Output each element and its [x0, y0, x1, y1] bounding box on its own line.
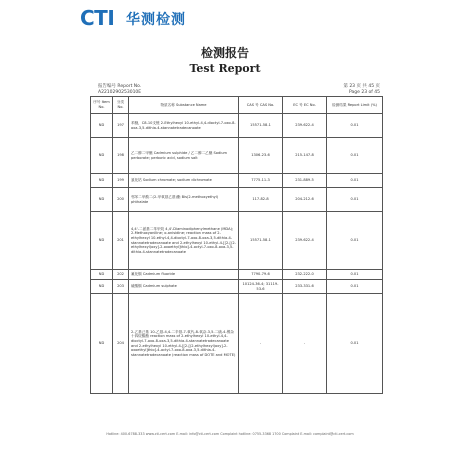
- cell-no: 198: [113, 138, 129, 174]
- header-item: 序号 Item No.: [91, 97, 113, 114]
- cell-no: 199: [113, 174, 129, 188]
- cell-substance: 2-乙基己基 10-乙基-4,4-二辛基-7-氧代-8-氧杂-3,5-二硫-4-锡杂十四烷酸酯 reaction mass of 2-ethylhexyl 10-ethyl-4,4-dioctyl-7-oxo-8-oxa-3,5-dithia-4-stannatetradecanoate and 2-ethylhexyl 10-ethyl-4-[[2-[(2-ethylhexyl)oxy]-2-oxoethyl]thio]-4-octyl-7-oxo-8-oxa-3,5-dithia-4-stannatetradecanoate (reaction mass of DOTE and MOTE): [129, 294, 239, 394]
- cell-cas: 117-82-8: [239, 188, 283, 212]
- cell-no: 200: [113, 188, 129, 212]
- header-limit: 检测结果 Report Limit (%): [327, 97, 383, 114]
- table-row: [91, 138, 383, 174]
- cell-limit: 0.01: [327, 280, 383, 294]
- cell-cas: 1306-23-6: [239, 138, 283, 174]
- cell-limit: 0.01: [327, 174, 383, 188]
- header-substance: 物质名称 Substance Name: [129, 97, 239, 114]
- cell-cas: 7775-11-3: [239, 174, 283, 188]
- cell-item: ND: [91, 188, 113, 212]
- cell-ec: 215-147-8: [283, 138, 327, 174]
- report-no-label: 报告编号 Report No.: [98, 84, 142, 89]
- cell-substance: 4,4'-二氨基二苯甲烷 4,4'-Diaminodiphenylmethane (MDA); 2-Methoxyaniline; o-anisidine; reaction mass of 2-ethylhexyl 10-ethyl-4,4-dioctyl-7-oxo-8-oxa-3,5-dithia-4-stannatetradecanoate and 2-ethylhexyl 10-ethyl-4-[[2-[(2-ethylhexyl)oxy]-2-oxoethyl]thio]-4-octyl-7-oxo-8-oxa-3,5-dithia-4-stannatetradecanoate: [129, 212, 239, 270]
- cell-limit: 0.01: [327, 212, 383, 270]
- cell-no: 204: [113, 294, 129, 394]
- cell-no: 197: [113, 114, 129, 138]
- cell-item: ND: [91, 280, 113, 294]
- cell-substance: 氟化镉 Cadmium fluoride: [129, 270, 239, 280]
- cell-item: ND: [91, 114, 113, 138]
- table-row: [91, 212, 383, 270]
- page-label-en: Page 23 of 45: [349, 90, 380, 95]
- cell-ec: 204-212-6: [283, 188, 327, 212]
- page-label-cn: 第 23 页 共 45 页: [343, 84, 380, 89]
- logo-cn-text: 华测检测: [126, 12, 186, 28]
- header-no: 分类 No.: [113, 97, 129, 114]
- cell-limit: 0.01: [327, 138, 383, 174]
- cell-ec: 232-222-0: [283, 270, 327, 280]
- cell-limit: 0.01: [327, 188, 383, 212]
- header-cas: CAS 号 CAS No.: [239, 97, 283, 114]
- cell-substance: 邻苯二甲酸二(2-甲氧基乙基)酯 Bis(2-methoxyethyl) phthalate: [129, 188, 239, 212]
- cell-substance: 乙二醇二甲醚 Cadmium sulphide / 乙二醇二乙醚 Sodium perborate; perboric acid, sodium salt: [129, 138, 239, 174]
- cell-cas: 7790-79-6: [239, 270, 283, 280]
- cell-ec: 239-622-4: [283, 114, 327, 138]
- cell-no: 201: [113, 212, 129, 270]
- table-row: [91, 114, 383, 138]
- cell-no: 203: [113, 280, 129, 294]
- cell-ec: 233-331-6: [283, 280, 327, 294]
- report-number-block: [98, 84, 141, 96]
- table-row: [91, 280, 383, 294]
- page-footer: Hotline: 400-6788-333 www.cti-cert.com E-mail: info@cti-cert.com Complaint hotline: 0755-3368 1700 Complaint E-mail: complaint@cti-cert.com: [106, 432, 354, 436]
- table-row: [91, 174, 383, 188]
- cell-item: ND: [91, 212, 113, 270]
- table-row: [91, 188, 383, 212]
- cell-ec: 239-622-4: [283, 212, 327, 270]
- cell-item: ND: [91, 270, 113, 280]
- cell-limit: 0.01: [327, 114, 383, 138]
- cell-cas: 15571-58-1: [239, 212, 283, 270]
- cell-no: 202: [113, 270, 129, 280]
- cell-limit: 0.01: [327, 270, 383, 280]
- cell-substance: 氯化钴 Sodium chromate; sodium dichromate: [129, 174, 239, 188]
- table-header-row: [91, 97, 383, 114]
- cell-item: ND: [91, 138, 113, 174]
- page-info-block: [300, 84, 380, 96]
- cell-ec: 231-889-5: [283, 174, 327, 188]
- cell-substance: 苯醚，C8-10支链 2-Ethylhexyl 10-ethyl-4,4-dioctyl-7-oxo-8-oxa-3,5-dithia-4-stannatetradecanoate: [129, 114, 239, 138]
- cell-cas: -: [239, 294, 283, 394]
- table-row: [91, 270, 383, 280]
- cell-limit: 0.01: [327, 294, 383, 394]
- report-title-cn: 检测报告: [200, 46, 249, 60]
- table-row: [91, 294, 383, 394]
- logo-text: CTI: [80, 6, 115, 30]
- report-title-en: Test Report: [189, 62, 261, 75]
- results-table: [90, 96, 383, 394]
- cti-logo: [80, 6, 186, 30]
- header-ec: EC 号 EC No.: [283, 97, 327, 114]
- report-no-value: A2210290253010E: [98, 90, 142, 95]
- cell-substance: 硫酸镉 Cadmium sulphate: [129, 280, 239, 294]
- cell-cas: 15571-58-1: [239, 114, 283, 138]
- cell-ec: -: [283, 294, 327, 394]
- cell-item: ND: [91, 294, 113, 394]
- cell-cas: 10124-36-4; 31119-53-6: [239, 280, 283, 294]
- cell-item: ND: [91, 174, 113, 188]
